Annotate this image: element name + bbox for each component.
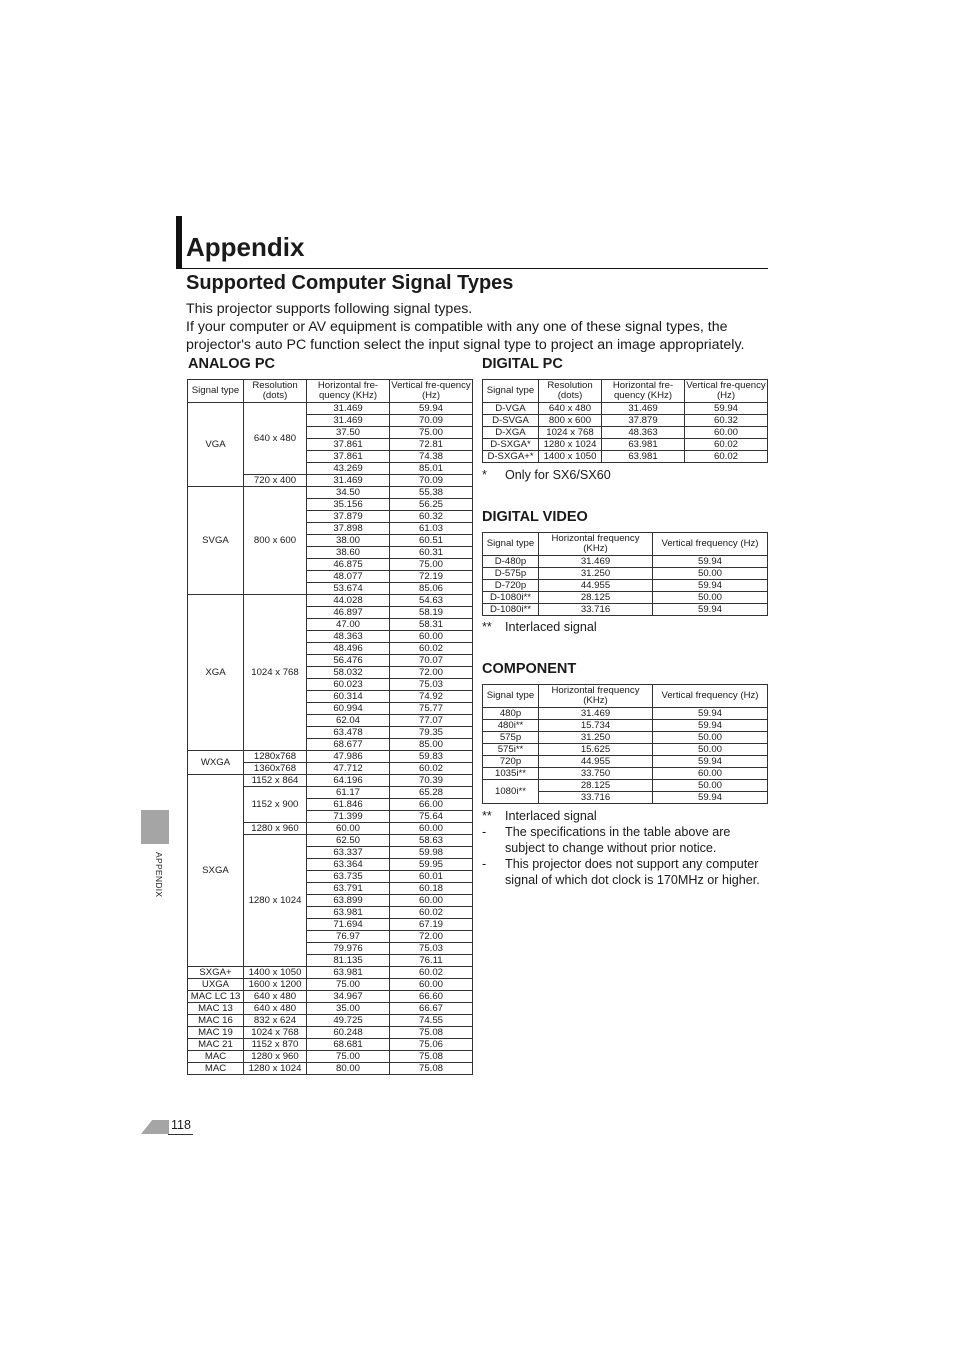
resolution-cell: 800 x 600 bbox=[244, 487, 307, 595]
vertical-frequency-cell: 60.32 bbox=[685, 415, 768, 427]
column-header: Signal type bbox=[483, 533, 539, 556]
horizontal-frequency-cell: 68.681 bbox=[307, 1039, 390, 1051]
vertical-frequency-cell: 72.00 bbox=[390, 931, 473, 943]
vertical-frequency-cell: 59.94 bbox=[653, 580, 768, 592]
horizontal-frequency-cell: 46.875 bbox=[307, 559, 390, 571]
table-row bbox=[188, 1003, 473, 1015]
vertical-frequency-cell: 70.09 bbox=[390, 475, 473, 487]
column-header: Vertical fre-quency (Hz) bbox=[686, 379, 766, 401]
table-row bbox=[483, 556, 768, 568]
horizontal-frequency-cell: 63.478 bbox=[307, 727, 390, 739]
column-header: Resolution (dots) bbox=[539, 380, 602, 403]
horizontal-frequency-cell: 33.716 bbox=[539, 792, 653, 804]
horizontal-frequency-cell: 47.00 bbox=[307, 619, 390, 631]
horizontal-frequency-cell: 75.00 bbox=[307, 1051, 390, 1063]
note-mark: - bbox=[482, 825, 487, 839]
signal-type-cell: D-XGA bbox=[483, 427, 539, 439]
horizontal-frequency-cell: 75.00 bbox=[307, 979, 390, 991]
vertical-frequency-cell: 60.31 bbox=[390, 547, 473, 559]
digital-video-header-row bbox=[483, 533, 768, 556]
resolution-cell: 640 x 480 bbox=[244, 403, 307, 475]
signal-type-cell: 480i** bbox=[483, 720, 539, 732]
analog-header-row bbox=[188, 380, 473, 403]
page-tab-marker bbox=[141, 1120, 169, 1134]
horizontal-frequency-cell: 31.469 bbox=[307, 403, 390, 415]
signal-type-cell: 1035i** bbox=[483, 768, 539, 780]
signal-type-cell: MAC bbox=[188, 1051, 244, 1063]
horizontal-frequency-cell: 33.716 bbox=[539, 604, 653, 616]
horizontal-frequency-cell: 38.60 bbox=[307, 547, 390, 559]
vertical-frequency-cell: 74.38 bbox=[390, 451, 473, 463]
horizontal-frequency-cell: 58.032 bbox=[307, 667, 390, 679]
vertical-frequency-cell: 66.67 bbox=[390, 1003, 473, 1015]
page-number-rule bbox=[168, 1134, 193, 1135]
note-row bbox=[482, 856, 772, 888]
horizontal-frequency-cell: 15.625 bbox=[539, 744, 653, 756]
horizontal-frequency-cell: 15.734 bbox=[539, 720, 653, 732]
section-title: Supported Computer Signal Types bbox=[186, 272, 514, 294]
component-heading: COMPONENT bbox=[482, 661, 577, 677]
signal-type-cell: D-575p bbox=[483, 568, 539, 580]
resolution-cell: 1152 x 870 bbox=[244, 1039, 307, 1051]
horizontal-frequency-cell: 44.955 bbox=[539, 756, 653, 768]
horizontal-frequency-cell: 31.469 bbox=[539, 708, 653, 720]
table-row bbox=[188, 403, 473, 415]
horizontal-frequency-cell: 63.981 bbox=[602, 439, 685, 451]
digital-pc-heading: DIGITAL PC bbox=[482, 356, 563, 372]
vertical-frequency-cell: 75.03 bbox=[390, 943, 473, 955]
resolution-cell: 1280 x 960 bbox=[244, 1051, 307, 1063]
vertical-frequency-cell: 59.94 bbox=[653, 720, 768, 732]
vertical-frequency-cell: 59.94 bbox=[390, 403, 473, 415]
table-row bbox=[483, 604, 768, 616]
signal-type-cell: SXGA bbox=[188, 775, 244, 967]
vertical-frequency-cell: 60.00 bbox=[390, 979, 473, 991]
resolution-cell: 1280 x 960 bbox=[244, 823, 307, 835]
digital-pc-note bbox=[482, 467, 772, 483]
horizontal-frequency-cell: 63.364 bbox=[307, 859, 390, 871]
note-text: This projector does not support any computer signal of which dot clock is 170MHz or higher. bbox=[505, 857, 760, 887]
horizontal-frequency-cell: 63.981 bbox=[307, 907, 390, 919]
horizontal-frequency-cell: 48.496 bbox=[307, 643, 390, 655]
signal-type-cell: D-VGA bbox=[483, 403, 539, 415]
vertical-frequency-cell: 77.07 bbox=[390, 715, 473, 727]
resolution-cell: 1152 x 864 bbox=[244, 775, 307, 787]
horizontal-frequency-cell: 60.023 bbox=[307, 679, 390, 691]
table-row bbox=[188, 1039, 473, 1051]
horizontal-frequency-cell: 63.791 bbox=[307, 883, 390, 895]
component-notes bbox=[482, 808, 772, 888]
horizontal-frequency-cell: 47.986 bbox=[307, 751, 390, 763]
vertical-frequency-cell: 72.81 bbox=[390, 439, 473, 451]
horizontal-frequency-cell: 61.17 bbox=[307, 787, 390, 799]
signal-type-cell: D-SXGA+* bbox=[483, 451, 539, 463]
note-mark: * bbox=[482, 468, 487, 482]
table-row bbox=[483, 780, 768, 792]
horizontal-frequency-cell: 56.476 bbox=[307, 655, 390, 667]
resolution-cell: 1024 x 768 bbox=[539, 427, 602, 439]
horizontal-frequency-cell: 31.469 bbox=[307, 475, 390, 487]
horizontal-frequency-cell: 76.97 bbox=[307, 931, 390, 943]
table-row bbox=[188, 967, 473, 979]
horizontal-frequency-cell: 35.156 bbox=[307, 499, 390, 511]
vertical-frequency-cell: 59.94 bbox=[653, 556, 768, 568]
horizontal-frequency-cell: 38.00 bbox=[307, 535, 390, 547]
signal-type-cell: D-1080i** bbox=[483, 592, 539, 604]
note-mark: - bbox=[482, 857, 487, 871]
table-row bbox=[188, 775, 473, 787]
resolution-cell: 1400 x 1050 bbox=[244, 967, 307, 979]
table-row bbox=[483, 403, 768, 415]
horizontal-frequency-cell: 63.337 bbox=[307, 847, 390, 859]
note-row bbox=[482, 824, 772, 856]
vertical-frequency-cell: 59.94 bbox=[653, 604, 768, 616]
vertical-frequency-cell: 58.63 bbox=[390, 835, 473, 847]
signal-type-cell: 1080i** bbox=[483, 780, 539, 804]
column-header: Signal type bbox=[188, 380, 244, 403]
horizontal-frequency-cell: 49.725 bbox=[307, 1015, 390, 1027]
horizontal-frequency-cell: 62.50 bbox=[307, 835, 390, 847]
vertical-frequency-cell: 60.02 bbox=[390, 907, 473, 919]
vertical-frequency-cell: 75.08 bbox=[390, 1027, 473, 1039]
signal-type-cell: MAC LC 13 bbox=[188, 991, 244, 1003]
column-header: Vertical fre-quency (Hz) bbox=[391, 379, 471, 401]
resolution-cell: 1152 x 900 bbox=[244, 787, 307, 823]
horizontal-frequency-cell: 61.846 bbox=[307, 799, 390, 811]
horizontal-frequency-cell: 37.879 bbox=[307, 511, 390, 523]
vertical-frequency-cell: 76.11 bbox=[390, 955, 473, 967]
vertical-frequency-cell: 60.02 bbox=[390, 763, 473, 775]
table-row bbox=[188, 1051, 473, 1063]
vertical-frequency-cell: 66.00 bbox=[390, 799, 473, 811]
column-header: Horizontal frequency (KHz) bbox=[539, 533, 653, 556]
vertical-frequency-cell: 60.01 bbox=[390, 871, 473, 883]
horizontal-frequency-cell: 46.897 bbox=[307, 607, 390, 619]
horizontal-frequency-cell: 53.674 bbox=[307, 583, 390, 595]
horizontal-frequency-cell: 48.077 bbox=[307, 571, 390, 583]
table-row bbox=[483, 451, 768, 463]
resolution-cell: 1280 x 1024 bbox=[244, 1063, 307, 1075]
column-header: Horizontal fre-quency (KHz) bbox=[307, 380, 390, 403]
horizontal-frequency-cell: 37.879 bbox=[602, 415, 685, 427]
signal-type-cell: SXGA+ bbox=[188, 967, 244, 979]
vertical-frequency-cell: 66.60 bbox=[390, 991, 473, 1003]
digital-pc-table bbox=[482, 379, 768, 463]
vertical-frequency-cell: 60.00 bbox=[390, 631, 473, 643]
table-row bbox=[483, 732, 768, 744]
digital-video-table bbox=[482, 532, 768, 616]
vertical-frequency-cell: 75.64 bbox=[390, 811, 473, 823]
vertical-frequency-cell: 58.31 bbox=[390, 619, 473, 631]
resolution-cell: 1400 x 1050 bbox=[539, 451, 602, 463]
column-header: Signal type bbox=[483, 380, 539, 403]
horizontal-frequency-cell: 37.861 bbox=[307, 439, 390, 451]
page-title: Appendix bbox=[186, 232, 305, 262]
table-row bbox=[188, 595, 473, 607]
horizontal-frequency-cell: 37.861 bbox=[307, 451, 390, 463]
table-row bbox=[483, 708, 768, 720]
digital-video-note bbox=[482, 619, 772, 635]
vertical-frequency-cell: 67.19 bbox=[390, 919, 473, 931]
note-mark: ** bbox=[482, 620, 492, 634]
vertical-frequency-cell: 70.07 bbox=[390, 655, 473, 667]
signal-type-cell: 575i** bbox=[483, 744, 539, 756]
horizontal-frequency-cell: 80.00 bbox=[307, 1063, 390, 1075]
title-accent-bar bbox=[176, 216, 182, 269]
table-row bbox=[483, 592, 768, 604]
horizontal-frequency-cell: 48.363 bbox=[307, 631, 390, 643]
vertical-frequency-cell: 50.00 bbox=[653, 732, 768, 744]
table-row bbox=[188, 487, 473, 499]
vertical-frequency-cell: 85.06 bbox=[390, 583, 473, 595]
note-text: Interlaced signal bbox=[505, 620, 597, 634]
note-text: The specifications in the table above are subject to change without prior notice. bbox=[505, 825, 731, 855]
horizontal-frequency-cell: 60.248 bbox=[307, 1027, 390, 1039]
table-row bbox=[483, 439, 768, 451]
signal-type-cell: UXGA bbox=[188, 979, 244, 991]
intro-text bbox=[186, 300, 770, 354]
signal-type-cell: D-SXGA* bbox=[483, 439, 539, 451]
vertical-frequency-cell: 59.95 bbox=[390, 859, 473, 871]
page-number: 118 bbox=[171, 1118, 191, 1132]
digital-video-heading: DIGITAL VIDEO bbox=[482, 509, 588, 525]
horizontal-frequency-cell: 48.363 bbox=[602, 427, 685, 439]
horizontal-frequency-cell: 28.125 bbox=[539, 780, 653, 792]
vertical-frequency-cell: 59.98 bbox=[390, 847, 473, 859]
vertical-frequency-cell: 75.77 bbox=[390, 703, 473, 715]
column-header: Vertical frequency (Hz) bbox=[653, 685, 768, 708]
vertical-frequency-cell: 75.06 bbox=[390, 1039, 473, 1051]
horizontal-frequency-cell: 28.125 bbox=[539, 592, 653, 604]
table-row bbox=[483, 756, 768, 768]
horizontal-frequency-cell: 33.750 bbox=[539, 768, 653, 780]
signal-type-cell: D-1080i** bbox=[483, 604, 539, 616]
vertical-frequency-cell: 59.83 bbox=[390, 751, 473, 763]
table-row bbox=[483, 427, 768, 439]
table-row bbox=[188, 991, 473, 1003]
vertical-frequency-cell: 60.00 bbox=[390, 895, 473, 907]
vertical-frequency-cell: 75.03 bbox=[390, 679, 473, 691]
vertical-frequency-cell: 70.09 bbox=[390, 415, 473, 427]
analog-pc-table bbox=[187, 379, 473, 1075]
horizontal-frequency-cell: 60.994 bbox=[307, 703, 390, 715]
table-row bbox=[188, 1015, 473, 1027]
resolution-cell: 1360x768 bbox=[244, 763, 307, 775]
horizontal-frequency-cell: 68.677 bbox=[307, 739, 390, 751]
vertical-frequency-cell: 85.01 bbox=[390, 463, 473, 475]
horizontal-frequency-cell: 35.00 bbox=[307, 1003, 390, 1015]
signal-type-cell: D-480p bbox=[483, 556, 539, 568]
horizontal-frequency-cell: 31.469 bbox=[539, 556, 653, 568]
note-row bbox=[482, 808, 772, 824]
vertical-frequency-cell: 60.02 bbox=[685, 451, 768, 463]
signal-type-cell: D-720p bbox=[483, 580, 539, 592]
vertical-frequency-cell: 74.55 bbox=[390, 1015, 473, 1027]
vertical-frequency-cell: 55.38 bbox=[390, 487, 473, 499]
resolution-cell: 1024 x 768 bbox=[244, 595, 307, 751]
horizontal-frequency-cell: 31.469 bbox=[602, 403, 685, 415]
vertical-frequency-cell: 50.00 bbox=[653, 568, 768, 580]
signal-type-cell: MAC bbox=[188, 1063, 244, 1075]
table-row bbox=[483, 768, 768, 780]
resolution-cell: 720 x 400 bbox=[244, 475, 307, 487]
vertical-frequency-cell: 60.00 bbox=[685, 427, 768, 439]
horizontal-frequency-cell: 37.898 bbox=[307, 523, 390, 535]
horizontal-frequency-cell: 60.314 bbox=[307, 691, 390, 703]
vertical-frequency-cell: 75.08 bbox=[390, 1051, 473, 1063]
horizontal-frequency-cell: 44.028 bbox=[307, 595, 390, 607]
signal-type-cell: VGA bbox=[188, 403, 244, 487]
signal-type-cell: WXGA bbox=[188, 751, 244, 775]
horizontal-frequency-cell: 63.735 bbox=[307, 871, 390, 883]
intro-line-1: This projector supports following signal types. bbox=[186, 301, 473, 317]
horizontal-frequency-cell: 37.50 bbox=[307, 427, 390, 439]
resolution-cell: 1280 x 1024 bbox=[539, 439, 602, 451]
horizontal-frequency-cell: 63.981 bbox=[307, 967, 390, 979]
resolution-cell: 1280x768 bbox=[244, 751, 307, 763]
signal-type-cell: MAC 13 bbox=[188, 1003, 244, 1015]
side-tab-marker bbox=[141, 810, 169, 844]
component-header-row bbox=[483, 685, 768, 708]
vertical-frequency-cell: 56.25 bbox=[390, 499, 473, 511]
vertical-frequency-cell: 75.08 bbox=[390, 1063, 473, 1075]
vertical-frequency-cell: 58.19 bbox=[390, 607, 473, 619]
vertical-frequency-cell: 85.00 bbox=[390, 739, 473, 751]
side-label: APPENDIX bbox=[154, 852, 164, 898]
resolution-cell: 640 x 480 bbox=[539, 403, 602, 415]
vertical-frequency-cell: 65.28 bbox=[390, 787, 473, 799]
vertical-frequency-cell: 60.02 bbox=[685, 439, 768, 451]
column-header: Horizontal frequency (KHz) bbox=[539, 685, 653, 708]
vertical-frequency-cell: 50.00 bbox=[653, 744, 768, 756]
note-mark: ** bbox=[482, 809, 492, 823]
horizontal-frequency-cell: 44.955 bbox=[539, 580, 653, 592]
title-rule bbox=[176, 268, 768, 269]
vertical-frequency-cell: 59.94 bbox=[653, 708, 768, 720]
resolution-cell: 640 x 480 bbox=[244, 991, 307, 1003]
table-row bbox=[483, 744, 768, 756]
signal-type-cell: D-SVGA bbox=[483, 415, 539, 427]
vertical-frequency-cell: 72.00 bbox=[390, 667, 473, 679]
vertical-frequency-cell: 59.94 bbox=[653, 792, 768, 804]
digital-pc-header-row bbox=[483, 380, 768, 403]
table-row bbox=[483, 720, 768, 732]
vertical-frequency-cell: 72.19 bbox=[390, 571, 473, 583]
table-row bbox=[188, 1027, 473, 1039]
column-header: Signal type bbox=[483, 685, 539, 708]
horizontal-frequency-cell: 63.981 bbox=[602, 451, 685, 463]
horizontal-frequency-cell: 71.399 bbox=[307, 811, 390, 823]
horizontal-frequency-cell: 47.712 bbox=[307, 763, 390, 775]
vertical-frequency-cell: 60.32 bbox=[390, 511, 473, 523]
signal-type-cell: 575p bbox=[483, 732, 539, 744]
signal-type-cell: 480p bbox=[483, 708, 539, 720]
horizontal-frequency-cell: 43.269 bbox=[307, 463, 390, 475]
table-row bbox=[483, 415, 768, 427]
vertical-frequency-cell: 74.92 bbox=[390, 691, 473, 703]
signal-type-cell: XGA bbox=[188, 595, 244, 751]
horizontal-frequency-cell: 79.976 bbox=[307, 943, 390, 955]
note-text: Interlaced signal bbox=[505, 809, 597, 823]
resolution-cell: 640 x 480 bbox=[244, 1003, 307, 1015]
signal-type-cell: SVGA bbox=[188, 487, 244, 595]
intro-line-2: If your computer or AV equipment is compatible with any one of these signal types, the projector's auto PC function select the input signal type to project an image appropriately. bbox=[186, 319, 745, 353]
vertical-frequency-cell: 60.18 bbox=[390, 883, 473, 895]
column-header: Vertical frequency (Hz) bbox=[653, 533, 768, 556]
horizontal-frequency-cell: 31.250 bbox=[539, 568, 653, 580]
vertical-frequency-cell: 60.02 bbox=[390, 967, 473, 979]
vertical-frequency-cell: 60.00 bbox=[390, 823, 473, 835]
horizontal-frequency-cell: 34.967 bbox=[307, 991, 390, 1003]
horizontal-frequency-cell: 71.694 bbox=[307, 919, 390, 931]
table-row bbox=[188, 1063, 473, 1075]
resolution-cell: 1024 x 768 bbox=[244, 1027, 307, 1039]
resolution-cell: 1600 x 1200 bbox=[244, 979, 307, 991]
resolution-cell: 800 x 600 bbox=[539, 415, 602, 427]
vertical-frequency-cell: 61.03 bbox=[390, 523, 473, 535]
vertical-frequency-cell: 70.39 bbox=[390, 775, 473, 787]
resolution-cell: 832 x 624 bbox=[244, 1015, 307, 1027]
horizontal-frequency-cell: 60.00 bbox=[307, 823, 390, 835]
horizontal-frequency-cell: 62.04 bbox=[307, 715, 390, 727]
signal-type-cell: 720p bbox=[483, 756, 539, 768]
vertical-frequency-cell: 59.94 bbox=[653, 756, 768, 768]
column-header: Resolution (dots) bbox=[244, 380, 307, 403]
vertical-frequency-cell: 79.35 bbox=[390, 727, 473, 739]
signal-type-cell: MAC 16 bbox=[188, 1015, 244, 1027]
horizontal-frequency-cell: 81.135 bbox=[307, 955, 390, 967]
resolution-cell: 1280 x 1024 bbox=[244, 835, 307, 967]
vertical-frequency-cell: 75.00 bbox=[390, 559, 473, 571]
vertical-frequency-cell: 60.02 bbox=[390, 643, 473, 655]
horizontal-frequency-cell: 31.250 bbox=[539, 732, 653, 744]
horizontal-frequency-cell: 63.899 bbox=[307, 895, 390, 907]
vertical-frequency-cell: 50.00 bbox=[653, 780, 768, 792]
vertical-frequency-cell: 50.00 bbox=[653, 592, 768, 604]
horizontal-frequency-cell: 34.50 bbox=[307, 487, 390, 499]
table-row bbox=[483, 568, 768, 580]
horizontal-frequency-cell: 31.469 bbox=[307, 415, 390, 427]
analog-pc-heading: ANALOG PC bbox=[188, 356, 275, 372]
signal-type-cell: MAC 19 bbox=[188, 1027, 244, 1039]
vertical-frequency-cell: 60.51 bbox=[390, 535, 473, 547]
vertical-frequency-cell: 59.94 bbox=[685, 403, 768, 415]
horizontal-frequency-cell: 64.196 bbox=[307, 775, 390, 787]
vertical-frequency-cell: 60.00 bbox=[653, 768, 768, 780]
component-table bbox=[482, 684, 768, 804]
vertical-frequency-cell: 54.63 bbox=[390, 595, 473, 607]
signal-type-cell: MAC 21 bbox=[188, 1039, 244, 1051]
table-row bbox=[188, 979, 473, 991]
table-row bbox=[483, 580, 768, 592]
table-row bbox=[188, 751, 473, 763]
note-text: Only for SX6/SX60 bbox=[505, 468, 611, 482]
column-header: Horizontal fre-quency (KHz) bbox=[602, 380, 685, 403]
vertical-frequency-cell: 75.00 bbox=[390, 427, 473, 439]
